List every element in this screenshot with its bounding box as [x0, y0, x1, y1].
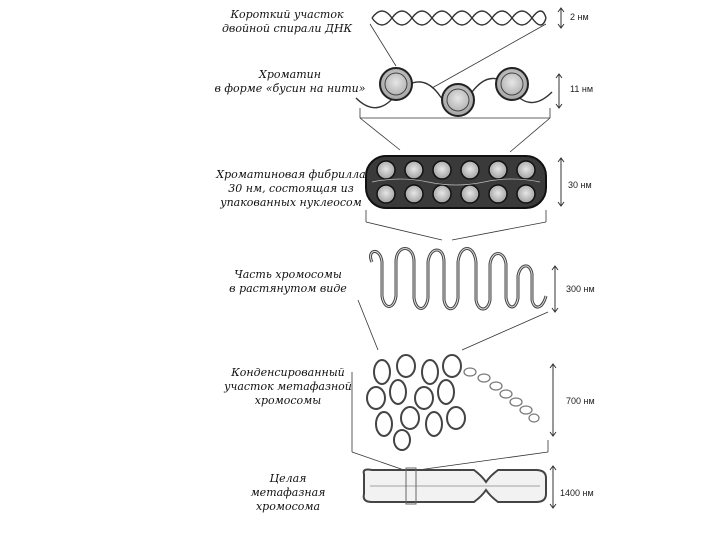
chromatin-fiber-30nm: [366, 156, 546, 208]
scale-label-1400nm: 1400 нм: [560, 488, 594, 498]
label-dna-helix: Короткий участок двойной спирали ДНК: [221, 8, 353, 35]
scale-label-2nm: 2 нм: [570, 12, 589, 22]
connector-lines-5: [352, 372, 548, 470]
scale-label-700nm: 700 нм: [566, 396, 595, 406]
scale-bar-1400nm: [550, 466, 556, 508]
scale-bar-2nm: [558, 8, 564, 28]
label-condensed-section: Конденсированный участок метафазной хромосомы: [224, 366, 352, 407]
scale-label-11nm: 11 нм: [570, 84, 594, 94]
connector-lines-3: [366, 210, 546, 240]
scale-bar-11nm: [556, 74, 562, 108]
scale-label-300nm: 300 нм: [566, 284, 595, 294]
scale-label-30nm: 30 нм: [568, 180, 592, 190]
nucleosome-bead: [496, 68, 528, 100]
nucleosome-bead: [442, 84, 474, 116]
nucleosome-bead: [380, 68, 412, 100]
metaphase-chromosome: [364, 468, 546, 504]
scale-bar-300nm: [552, 266, 558, 312]
label-beads-on-string: Хроматин в форме «бусин на нити»: [214, 68, 366, 95]
label-extended-chromosome: Часть хромосомы в растянутом виде: [229, 268, 347, 295]
scale-bar-30nm: [558, 158, 564, 206]
label-30nm-fiber: Хроматиновая фибрилла 30 нм, состоящая из упакованных нуклеосом: [216, 168, 366, 209]
scale-bar-700nm: [550, 364, 556, 436]
condensed-section-loops: [367, 355, 465, 450]
dna-double-helix: [372, 11, 546, 25]
label-metaphase-chromosome: Целая метафазная хромосома: [250, 472, 326, 513]
unraveling-fiber: [464, 368, 539, 422]
